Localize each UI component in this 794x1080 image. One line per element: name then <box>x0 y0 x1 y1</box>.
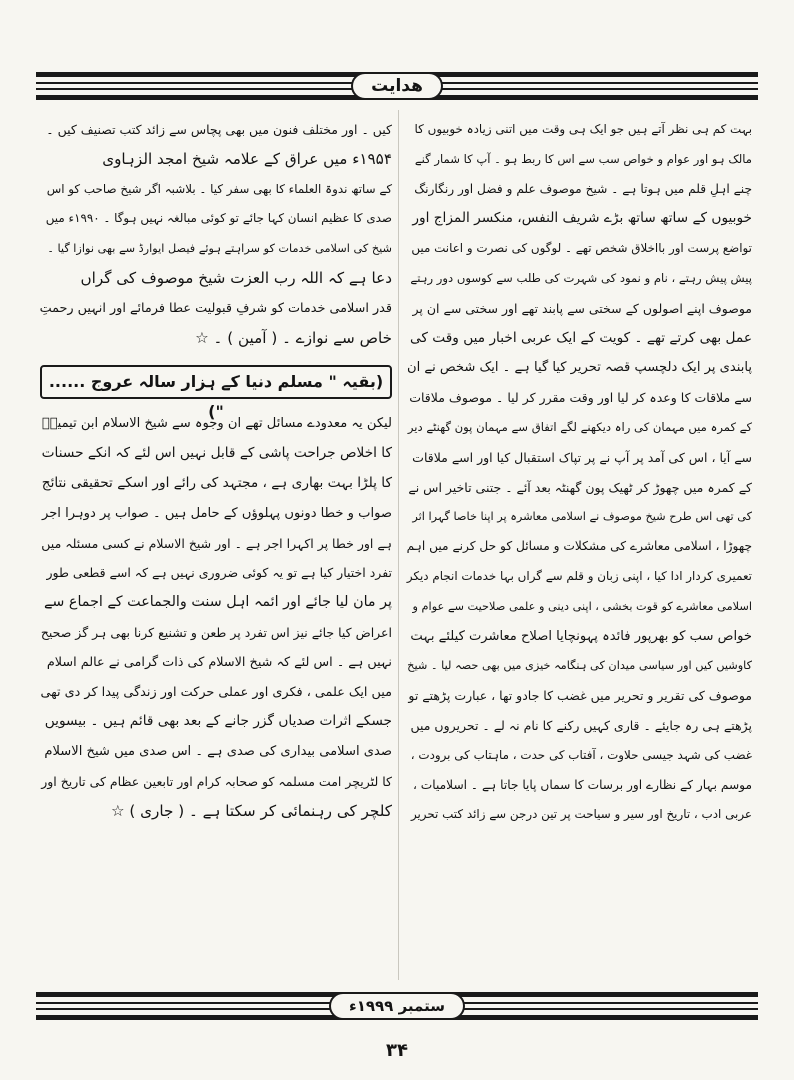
text-line: تعمیری کردار ادا کیا ، اپنی زبان و قلم سے گراں بہا خدمات انجام دیکر <box>406 568 752 583</box>
text-line: کے ساتھ ندوۃ العلماء کا بھی سفر کیا ۔ بلاشبہ اگر شیخ صاحب کو اس <box>46 181 392 196</box>
text-line: تفرد اختیار کیا ہے تو یہ کوئی ضروری نہیں ہے کہ اسے قطعی طور <box>46 565 392 581</box>
text-line: کا اخلاص جراحت پاشی کے قابل نہیں اس لئے کہ انکے حسنات <box>41 445 392 462</box>
text-line: قدر اسلامی خدمات کو شرفِ قبولیت عطا فرمائے اور انہیں رحمتِ <box>39 300 392 316</box>
issue-date: ستمبر ۱۹۹۹ء <box>329 992 465 1020</box>
text-line: دعا ہے کہ اللہ رب العزت شیخ موصوف کی گراں <box>80 268 392 287</box>
text-line: سے آیا ، اس کی آمد پر آپ نے پر تپاک استقبال کیا اور اسے ملاقات <box>412 449 752 465</box>
text-line: کے کمرہ میں مہمان کی راہ دیکھنے لگے اتفاق سے مہمان پون گھنٹے دیر <box>407 419 752 434</box>
text-line: کا پلڑا بہت بھاری ہے ، مجتہد کی رائے اور اسکے تحقیقی نتائج <box>41 474 392 491</box>
right-column <box>407 115 752 830</box>
text-line: پابندی پر ایک دلچسپ قصہ تحریر کیا گیا ہے ۔ ایک شخص نے ان <box>406 360 752 376</box>
text-line: اعراض کیا جائے نیز اس تفرد پر طعن و تشنیع کرنا بھی ہر گز صحیح <box>40 624 392 640</box>
text-line: صدی اسلامی بیداری کی صدی ہے ۔ اس صدی میں شیخ الاسلام <box>44 744 392 760</box>
text-line: چنے اہلِ قلم میں ہوتا ہے ۔ شیخ موصوف علم و فضل اور رنگارنگ <box>414 181 752 196</box>
text-line: غضب کی شہد جیسی حلاوت ، آفتاب کی حدت ، ماہتاب کی برودت ، <box>410 747 752 762</box>
section-title: (بقیہ " مسلم دنیا کے ہزار سالہ عروج ...... ") <box>40 365 392 399</box>
text-line: صدی کا عظیم انسان کہا جائے تو کوئی مبالغہ نہیں ہوگا ۔ ۱۹۹۰ء میں <box>45 211 392 226</box>
text-line: صواب و خطا دونوں پہلوؤں کے حامل ہیں ۔ صواب پر دوہرا اجر <box>41 505 392 521</box>
text-line: شیخ کی اسلامی خدمات کو سراہتے ہوئے فیصل ایوارڈ سے بھی نوازا گیا ۔ <box>47 242 392 256</box>
text-line: کے کمرہ میں چھوڑ کر ٹھیک پون گھنٹہ بعد آئے ۔ جتنی تاخیر اس نے <box>408 479 752 495</box>
text-line: پیش پیش رہتے ، نام و نمود کی شہرت کی طلب سے کوسوں دور رہتے <box>410 270 752 285</box>
left-column <box>40 115 392 827</box>
text-line: اسلامی معاشرے کو قوت بخشی ، اپنی دینی و علمی صلاحیت سے عوام و <box>412 599 752 613</box>
text-line: سے ملاقات کا وعدہ کر لیا اور وقت مقرر کر لیا ۔ موصوف ملاقات <box>409 390 752 406</box>
text-line: مالک ہو اور عوام و خواص سب سے اس کا ربط ہو ۔ آپ کا شمار گنے <box>414 151 752 166</box>
text-line: کا لٹریچر امت مسلمہ کو صحابہ کرام اور تابعین عظام کی تاریخ اور <box>41 773 392 789</box>
text-line: لیکن یہ معدودے مسائل تھے ان وجوہ سے شیخ الاسلام ابن تیمیہؒ <box>41 416 392 432</box>
text-line: خواص سب کو بھرپور فائدہ پہونچایا اصلاح معاشرت کیلئے بہت <box>410 628 752 644</box>
text-line: موصوف کی تقریر و تحریر میں غضب کا جادو تھا ، عبارت پڑھتے تو <box>408 688 752 704</box>
text-line: عربی ادب ، تاریخ اور سیر و سیاحت پر تین درجن سے زائد کتب تحریر <box>410 807 752 822</box>
text-line: کلچر کی رہنمائی کر سکتا ہے ۔ ( جاری ) ☆ <box>110 801 392 820</box>
text-line: ہے اور خطا پر اکہرا اجر ہے ۔ اور شیخ الاسلام نے کسی مسئلہ میں <box>41 535 392 551</box>
column-divider <box>398 110 399 980</box>
text-line: موصوف اپنے اصولوں کے سختی سے پابند تھے اور سختی سے ان پر <box>412 300 752 316</box>
footer-rule <box>36 992 758 1020</box>
text-line: میں ایک علمی ، فکری اور عملی حرکت اور زندگی پیدا کر دی تھی <box>40 684 392 700</box>
text-line: جسکے اثرات صدیاں گزر جانے کے بعد بھی قائم ہیں ۔ بیسویں <box>44 713 392 730</box>
page-number: ۳۴ <box>386 1040 408 1061</box>
text-line: بہت کم ہی نظر آتے ہیں جو ایک ہی وقت میں اتنی زیادہ خوبیوں کا <box>414 122 752 136</box>
text-line: نہیں ہے ۔ اس لئے کہ شیخ الاسلام کی ذات گرامی نے عالم اسلام <box>46 654 392 670</box>
text-line: پر مان لیا جائے اور ائمہ اہل سنت والجماعت کے اجماع سے <box>44 594 392 611</box>
text-line: چھوڑا ، اسلامی معاشرے کی مشکلات و مسائل کو حل کرنے میں اہم <box>406 539 752 554</box>
header-rule <box>36 72 758 100</box>
text-line: خوبیوں کے ساتھ ساتھ بڑے شریف النفس، منکسر المزاج اور <box>412 210 752 227</box>
text-line: کی تھی اس طرح شیخ موصوف نے اسلامی معاشرہ پر اپنا خاصا گہرا اثر <box>412 510 752 524</box>
text-line: عمل بھی کرتے تھے ۔ کویت کے ایک عربی اخبار میں وقت کی <box>410 329 752 346</box>
text-line: کاوشیں کیں اور سیاسی میدان کی ہنگامہ خیزی میں بھی حصہ لیا ۔ شیخ <box>407 659 752 673</box>
text-line: موسم بہار کے نظارے اور برسات کا سماں پایا جاتا ہے ۔ اسلامیات ، <box>412 777 752 792</box>
text-line: پڑھتے ہی رہ جایئے ۔ قاری کہیں رکنے کا نام نہ لے ۔ تحریروں میں <box>410 717 752 733</box>
text-line: ۱۹۵۴ء میں عراق کے علامہ شیخ امجد الزہاوی <box>102 149 392 168</box>
text-line: خاص سے نوازے ۔ ( آمین ) ۔ ☆ <box>195 328 392 347</box>
magazine-title: ھدایت <box>351 72 443 100</box>
text-line: کیں ۔ اور مختلف فنون میں بھی پچاس سے زائد کتب تصنیف کیں ۔ <box>46 122 392 137</box>
text-line: تواضع پرست اور بااخلاق شخص تھے ۔ لوگوں کی نصرت و اعانت میں <box>411 241 752 256</box>
